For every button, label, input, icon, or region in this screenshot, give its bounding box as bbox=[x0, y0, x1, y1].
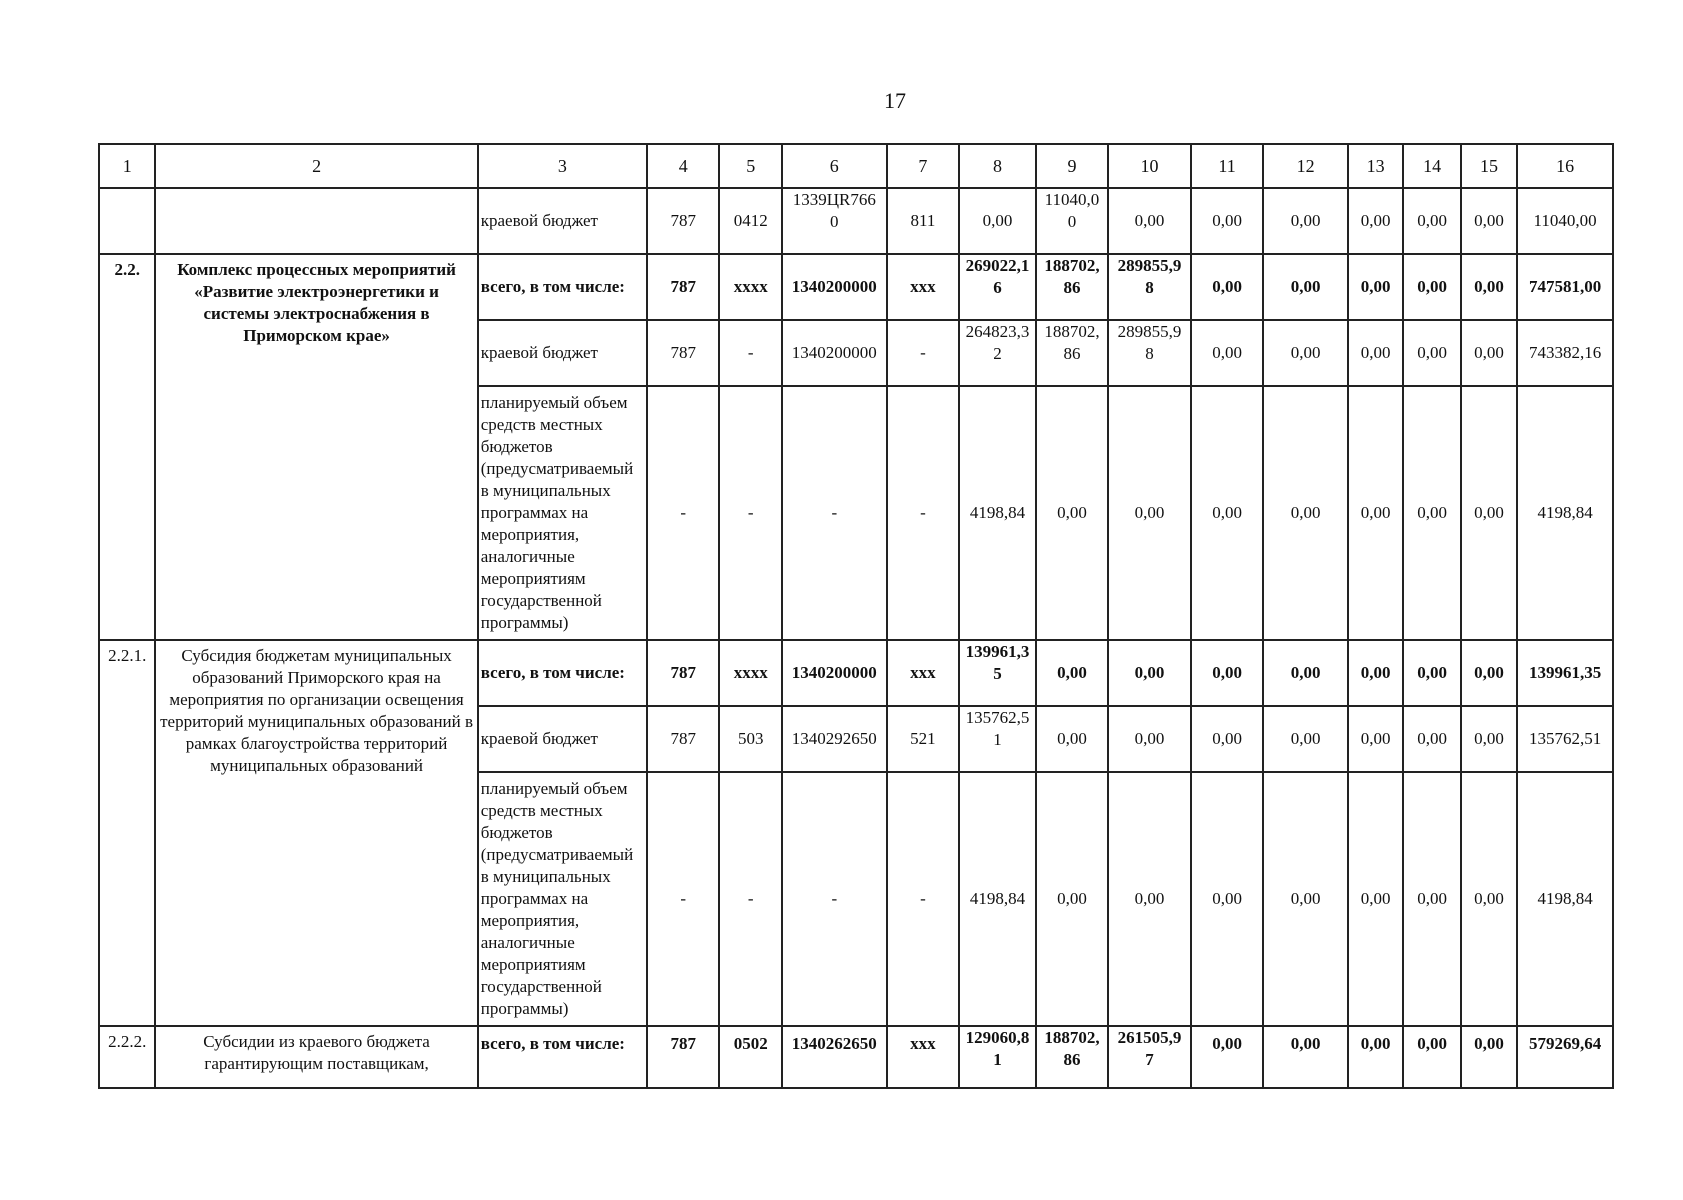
header-cell: 7 bbox=[887, 144, 960, 188]
value-cell: 1340200000 bbox=[782, 320, 887, 386]
value-cell: 579269,64 bbox=[1517, 1026, 1613, 1088]
value-cell: xxx bbox=[887, 640, 960, 706]
value-cell: 289855,9 8 bbox=[1108, 254, 1191, 320]
header-cell: 11 bbox=[1191, 144, 1264, 188]
value-cell: 0,00 bbox=[1191, 386, 1264, 640]
item-number-cell: 2.2. bbox=[99, 254, 155, 640]
value-cell: 135762,5 1 bbox=[959, 706, 1036, 772]
value-cell: 0,00 bbox=[1348, 772, 1403, 1026]
value-cell: 1340200000 bbox=[782, 254, 887, 320]
value-cell: 139961,3 5 bbox=[959, 640, 1036, 706]
value-cell: 0,00 bbox=[1108, 188, 1191, 254]
value-cell: - bbox=[647, 772, 720, 1026]
value-cell: 0,00 bbox=[1461, 386, 1517, 640]
value-cell: 0,00 bbox=[1108, 772, 1191, 1026]
value-cell: 787 bbox=[647, 706, 720, 772]
value-cell: 747581,00 bbox=[1517, 254, 1613, 320]
value-cell: 0,00 bbox=[1461, 772, 1517, 1026]
value-cell: 0,00 bbox=[1403, 386, 1460, 640]
value-cell: 0,00 bbox=[1263, 640, 1348, 706]
value-cell: 0,00 bbox=[1348, 254, 1403, 320]
value-cell: 0,00 bbox=[1461, 254, 1517, 320]
value-cell: 811 bbox=[887, 188, 960, 254]
value-cell: 0412 bbox=[719, 188, 781, 254]
value-cell: - bbox=[782, 772, 887, 1026]
value-cell: 1339ЦR766 0 bbox=[782, 188, 887, 254]
value-cell: - bbox=[719, 320, 781, 386]
value-cell: 0,00 bbox=[1461, 320, 1517, 386]
header-cell: 8 bbox=[959, 144, 1036, 188]
value-cell: - bbox=[647, 386, 720, 640]
table-row bbox=[99, 640, 1613, 706]
header-cell: 10 bbox=[1108, 144, 1191, 188]
header-cell: 14 bbox=[1403, 144, 1460, 188]
value-cell: 0,00 bbox=[1263, 706, 1348, 772]
table-row bbox=[99, 254, 1613, 320]
value-cell: 0,00 bbox=[1348, 640, 1403, 706]
funding-source-cell: краевой бюджет bbox=[478, 188, 647, 254]
item-name-cell: Комплекс процессных мероприятий «Развитие электроэнергетики и системы электроснабжения в Приморском крае» bbox=[155, 254, 477, 640]
value-cell: 787 bbox=[647, 640, 720, 706]
value-cell: 1340200000 bbox=[782, 640, 887, 706]
budget-table bbox=[98, 143, 1614, 1089]
value-cell: 0,00 bbox=[1263, 1026, 1348, 1088]
value-cell: - bbox=[782, 386, 887, 640]
value-cell: 0,00 bbox=[1191, 188, 1264, 254]
value-cell: 0,00 bbox=[1191, 254, 1264, 320]
value-cell: - bbox=[887, 772, 960, 1026]
value-cell: 289855,9 8 bbox=[1108, 320, 1191, 386]
item-name-cell: Субсидия бюджетам муниципальных образований Приморского края на мероприятия по организации освещения территорий муниципальных образований в рамках благоустройства территорий муниципальных образований bbox=[155, 640, 477, 1026]
value-cell: - bbox=[719, 772, 781, 1026]
funding-source-cell: всего, в том числе: bbox=[478, 254, 647, 320]
funding-source-cell: планируемый объем средств местных бюджетов (предусматриваемый в муниципальных программах на мероприятия, аналогичные мероприятиям государственной программы) bbox=[478, 772, 647, 1026]
value-cell: - bbox=[719, 386, 781, 640]
value-cell: 0,00 bbox=[1403, 188, 1460, 254]
funding-source-cell: планируемый объем средств местных бюджетов (предусматриваемый в муниципальных программах на мероприятия, аналогичные мероприятиям государственной программы) bbox=[478, 386, 647, 640]
header-cell: 4 bbox=[647, 144, 720, 188]
value-cell: 503 bbox=[719, 706, 781, 772]
header-cell: 13 bbox=[1348, 144, 1403, 188]
value-cell: 0,00 bbox=[1263, 386, 1348, 640]
page-number: 17 bbox=[884, 88, 906, 113]
header-cell: 6 bbox=[782, 144, 887, 188]
value-cell: 0,00 bbox=[1461, 640, 1517, 706]
value-cell: 188702, 86 bbox=[1036, 1026, 1109, 1088]
value-cell: 0,00 bbox=[1036, 640, 1109, 706]
value-cell: 0,00 bbox=[1263, 320, 1348, 386]
item-number-cell bbox=[99, 188, 155, 254]
funding-source-cell: краевой бюджет bbox=[478, 706, 647, 772]
value-cell: 11040,00 bbox=[1517, 188, 1613, 254]
value-cell: 0,00 bbox=[1348, 706, 1403, 772]
value-cell: 1340292650 bbox=[782, 706, 887, 772]
value-cell: xxxx bbox=[719, 254, 781, 320]
table-row bbox=[99, 1026, 1613, 1088]
value-cell: 0,00 bbox=[1348, 1026, 1403, 1088]
value-cell: 0,00 bbox=[1403, 1026, 1460, 1088]
value-cell: xxx bbox=[887, 1026, 960, 1088]
value-cell: xxxx bbox=[719, 640, 781, 706]
header-cell: 5 bbox=[719, 144, 781, 188]
value-cell: 787 bbox=[647, 254, 720, 320]
value-cell: 264823,3 2 bbox=[959, 320, 1036, 386]
value-cell: 787 bbox=[647, 188, 720, 254]
value-cell: 0,00 bbox=[1348, 386, 1403, 640]
header-cell: 12 bbox=[1263, 144, 1348, 188]
value-cell: 0,00 bbox=[1403, 706, 1460, 772]
value-cell: - bbox=[887, 320, 960, 386]
value-cell: 4198,84 bbox=[959, 386, 1036, 640]
header-cell: 1 bbox=[99, 144, 155, 188]
value-cell: 0,00 bbox=[1403, 640, 1460, 706]
value-cell: 269022,1 6 bbox=[959, 254, 1036, 320]
value-cell: xxx bbox=[887, 254, 960, 320]
table-row bbox=[99, 188, 1613, 254]
header-cell: 9 bbox=[1036, 144, 1109, 188]
value-cell: 129060,8 1 bbox=[959, 1026, 1036, 1088]
value-cell: 0,00 bbox=[1036, 386, 1109, 640]
header-cell: 16 bbox=[1517, 144, 1613, 188]
funding-source-cell: краевой бюджет bbox=[478, 320, 647, 386]
header-cell: 15 bbox=[1461, 144, 1517, 188]
value-cell: 0,00 bbox=[1461, 188, 1517, 254]
value-cell: 787 bbox=[647, 1026, 720, 1088]
header-cell: 2 bbox=[155, 144, 477, 188]
value-cell: 0,00 bbox=[1263, 254, 1348, 320]
value-cell: 0,00 bbox=[1036, 772, 1109, 1026]
header-cell: 3 bbox=[478, 144, 647, 188]
value-cell: 0,00 bbox=[1263, 188, 1348, 254]
value-cell: 0,00 bbox=[959, 188, 1036, 254]
value-cell: 0,00 bbox=[1263, 772, 1348, 1026]
value-cell: 0,00 bbox=[1191, 772, 1264, 1026]
funding-source-cell: всего, в том числе: bbox=[478, 640, 647, 706]
value-cell: 521 bbox=[887, 706, 960, 772]
value-cell: 0,00 bbox=[1191, 706, 1264, 772]
value-cell: 0,00 bbox=[1108, 386, 1191, 640]
value-cell: 0,00 bbox=[1348, 320, 1403, 386]
value-cell: 0,00 bbox=[1461, 1026, 1517, 1088]
value-cell: 261505,9 7 bbox=[1108, 1026, 1191, 1088]
value-cell: 11040,0 0 bbox=[1036, 188, 1109, 254]
value-cell: 1340262650 bbox=[782, 1026, 887, 1088]
value-cell: 4198,84 bbox=[1517, 772, 1613, 1026]
funding-source-cell: всего, в том числе: bbox=[478, 1026, 647, 1088]
value-cell: 743382,16 bbox=[1517, 320, 1613, 386]
value-cell: 135762,51 bbox=[1517, 706, 1613, 772]
item-name-cell bbox=[155, 188, 477, 254]
value-cell: - bbox=[887, 386, 960, 640]
value-cell: 139961,35 bbox=[1517, 640, 1613, 706]
item-number-cell: 2.2.2. bbox=[99, 1026, 155, 1088]
value-cell: 188702, 86 bbox=[1036, 320, 1109, 386]
value-cell: 0,00 bbox=[1108, 706, 1191, 772]
item-number-cell: 2.2.1. bbox=[99, 640, 155, 1026]
value-cell: 0,00 bbox=[1348, 188, 1403, 254]
value-cell: 4198,84 bbox=[959, 772, 1036, 1026]
value-cell: 0,00 bbox=[1191, 640, 1264, 706]
value-cell: 0,00 bbox=[1403, 320, 1460, 386]
item-name-cell: Субсидии из краевого бюджета гарантирующим поставщикам, bbox=[155, 1026, 477, 1088]
value-cell: 4198,84 bbox=[1517, 386, 1613, 640]
value-cell: 0,00 bbox=[1191, 1026, 1264, 1088]
value-cell: 0,00 bbox=[1461, 706, 1517, 772]
value-cell: 188702, 86 bbox=[1036, 254, 1109, 320]
value-cell: 0502 bbox=[719, 1026, 781, 1088]
value-cell: 0,00 bbox=[1191, 320, 1264, 386]
value-cell: 0,00 bbox=[1036, 706, 1109, 772]
value-cell: 787 bbox=[647, 320, 720, 386]
value-cell: 0,00 bbox=[1108, 640, 1191, 706]
header-row bbox=[99, 144, 1613, 188]
value-cell: 0,00 bbox=[1403, 772, 1460, 1026]
value-cell: 0,00 bbox=[1403, 254, 1460, 320]
